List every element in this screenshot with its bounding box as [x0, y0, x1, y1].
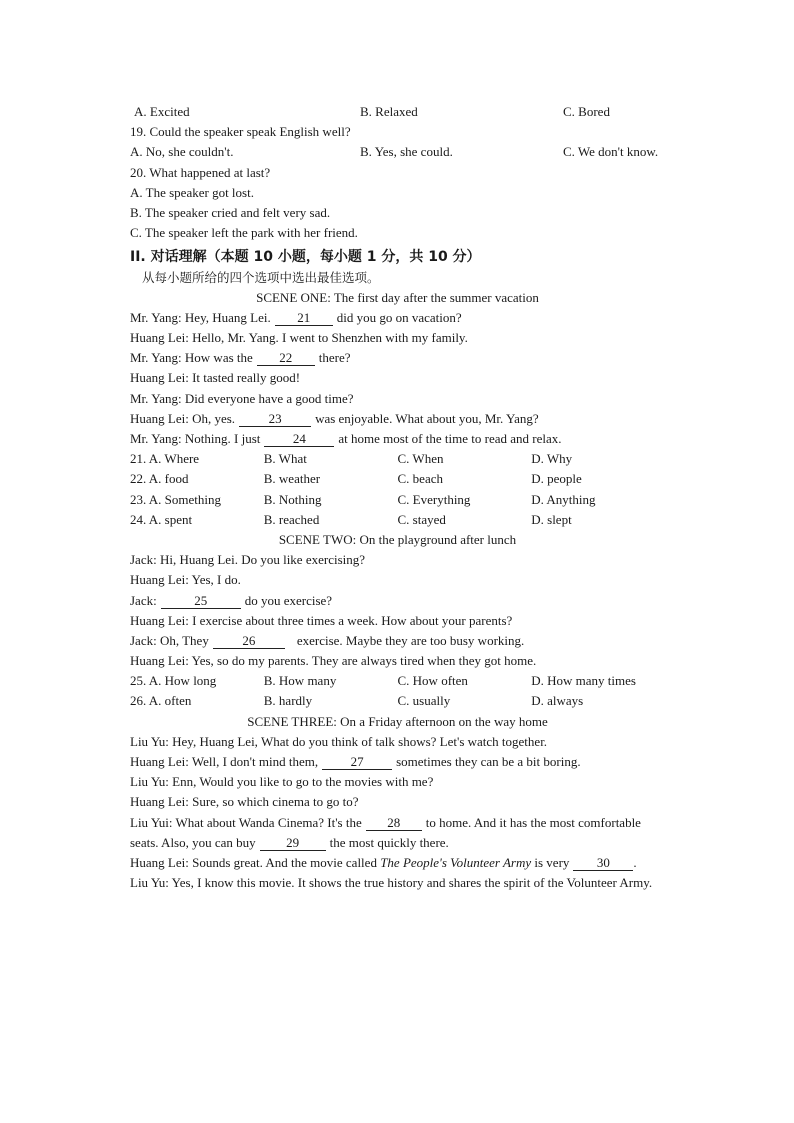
q26-option-b[interactable]: B. hardly	[263, 693, 313, 709]
scene-three-line-8: Liu Yu: Yes, I know this movie. It shows the true history and shares the spirit of the Volunteer Army.	[130, 875, 653, 891]
dialogue-text: to home. And it has the most comfortable	[425, 814, 641, 830]
page-content	[130, 102, 665, 893]
q20-option-c[interactable]: C. The speaker left the park with her friend.	[130, 225, 358, 241]
scene-two-title: SCENE TWO: On the playground after lunch	[278, 531, 517, 547]
section-heading: II. 对话理解（本题 10 小题，每小题 1 分，共 10 分）	[130, 249, 481, 266]
dialogue-text: Jack:	[130, 592, 157, 608]
q21-option-b[interactable]: B. What	[263, 451, 307, 467]
q20-option-b[interactable]: B. The speaker cried and felt very sad.	[130, 204, 331, 220]
dialogue-text: sometimes they can be a bit boring.	[396, 754, 581, 769]
scene-one-line-2: Huang Lei: Hello, Mr. Yang. I went to Shenzhen with my family.	[130, 330, 468, 346]
q25-option-a[interactable]: 25. A. How long	[130, 673, 217, 689]
q19-option-b[interactable]: B. Yes, she could.	[360, 144, 453, 160]
blank-25[interactable]: 25	[161, 594, 241, 609]
dialogue-text: Jack: Oh, They	[130, 632, 209, 648]
q25-option-d[interactable]: D. How many times	[531, 673, 636, 689]
q19-question: 19. Could the speaker speak English well?	[130, 124, 351, 140]
scene-two-line-4: Huang Lei: I exercise about three times a week. How about your parents?	[130, 612, 513, 628]
q21-option-c[interactable]: C. When	[397, 451, 444, 467]
q19-options	[130, 142, 665, 162]
dialogue-text: Huang Lei: Oh, yes.	[130, 410, 236, 426]
scene-one-line-1	[130, 308, 665, 328]
q25-option-b[interactable]: B. How many	[263, 673, 337, 689]
q24-option-b[interactable]: B. reached	[263, 511, 320, 527]
dialogue-text: at home most of the time to read and relax.	[338, 431, 562, 446]
blank-28[interactable]: 28	[366, 816, 422, 831]
scene-two-line-1: Jack: Hi, Huang Lei. Do you like exercising?	[130, 552, 366, 568]
q26-option-a[interactable]: 26. A. often	[130, 693, 192, 709]
q23-option-b[interactable]: B. Nothing	[263, 491, 322, 507]
scene-one-line-4: Huang Lei: It tasted really good!	[130, 370, 301, 386]
q20-option-a[interactable]: A. The speaker got lost.	[130, 184, 254, 200]
dialogue-text: .	[633, 854, 637, 870]
q26-option-c[interactable]: C. usually	[397, 693, 451, 709]
dialogue-text: Huang Lei: Sounds great. And the movie called	[130, 854, 377, 870]
q24-option-c[interactable]: C. stayed	[397, 511, 446, 527]
scene-three-line-6	[130, 833, 665, 853]
q23-option-c[interactable]: C. Everything	[397, 491, 471, 507]
q22-options	[130, 469, 665, 489]
q19-option-c[interactable]: C. We don't know.	[563, 144, 659, 160]
q23-option-a[interactable]: 23. A. Something	[130, 491, 222, 507]
q24-option-d[interactable]: D. slept	[531, 511, 572, 527]
blank-23[interactable]: 23	[239, 412, 311, 427]
q20-question: 20. What happened at last?	[130, 164, 271, 180]
scene-one-line-7	[130, 429, 665, 449]
dialogue-text: there?	[318, 350, 351, 366]
blank-22[interactable]: 22	[257, 351, 315, 366]
dialogue-text: Huang Lei: Well, I don't mind them,	[130, 754, 319, 769]
q22-option-b[interactable]: B. weather	[263, 471, 321, 487]
dialogue-text: Mr. Yang: Nothing. I just	[130, 431, 261, 446]
q22-option-d[interactable]: D. people	[531, 471, 582, 487]
q25-options	[130, 671, 665, 691]
blank-24[interactable]: 24	[264, 432, 334, 447]
scene-two-line-3	[130, 591, 665, 611]
blank-26[interactable]: 26	[213, 634, 285, 649]
scene-three-line-3: Liu Yu: Enn, Would you like to go to the movies with me?	[130, 774, 434, 790]
dialogue-text: Mr. Yang: Hey, Huang Lei.	[130, 309, 271, 325]
dialogue-text: was enjoyable. What about you, Mr. Yang?	[315, 410, 539, 426]
q18-option-b[interactable]: B. Relaxed	[360, 104, 418, 119]
q22-option-a[interactable]: 22. A. food	[130, 471, 189, 487]
scene-three-line-5	[130, 813, 665, 833]
scene-three-title: SCENE THREE: On a Friday afternoon on the way home	[247, 713, 548, 729]
scene-one-line-5: Mr. Yang: Did everyone have a good time?	[130, 390, 354, 406]
dialogue-text: the most quickly there.	[329, 834, 449, 850]
scene-one-line-3	[130, 348, 665, 368]
q18-option-a[interactable]: A. Excited	[134, 104, 190, 119]
blank-21[interactable]: 21	[275, 311, 333, 326]
blank-30[interactable]: 30	[573, 856, 633, 871]
q21-option-d[interactable]: D. Why	[531, 451, 573, 467]
scene-two-line-6: Huang Lei: Yes, so do my parents. They are always tired when they got home.	[130, 653, 537, 669]
q18-option-c[interactable]: C. Bored	[563, 104, 610, 119]
q18-options	[130, 102, 665, 122]
q26-option-d[interactable]: D. always	[531, 693, 584, 709]
scene-three-line-4: Huang Lei: Sure, so which cinema to go to?	[130, 794, 359, 810]
q24-option-a[interactable]: 24. A. spent	[130, 511, 193, 527]
scene-three-line-2	[130, 752, 665, 772]
dialogue-text: is very	[534, 854, 570, 870]
movie-title: The People's Volunteer Army	[380, 854, 532, 870]
dialogue-text: seats. Also, you can buy	[130, 834, 256, 850]
q22-option-c[interactable]: C. beach	[397, 471, 443, 487]
q23-option-d[interactable]: D. Anything	[531, 491, 596, 507]
q21-option-a[interactable]: 21. A. Where	[130, 451, 200, 467]
dialogue-text: Liu Yui: What about Wanda Cinema? It's the	[130, 814, 362, 830]
scene-three-line-7	[130, 853, 665, 873]
q24-options	[130, 510, 665, 530]
section-instruction: 从每小题所给的四个选项中选出最佳选项。	[142, 269, 380, 285]
q23-options	[130, 490, 665, 510]
scene-three-line-1: Liu Yu: Hey, Huang Lei, What do you think of talk shows? Let's watch together.	[130, 733, 548, 749]
q21-options	[130, 449, 665, 469]
q25-option-c[interactable]: C. How often	[397, 673, 468, 689]
scene-one-line-6	[130, 409, 665, 429]
scene-two-line-2: Huang Lei: Yes, I do.	[130, 572, 241, 588]
dialogue-text: do you exercise?	[244, 592, 333, 608]
scene-two-line-5	[130, 631, 665, 651]
blank-29[interactable]: 29	[260, 836, 326, 851]
dialogue-text: Mr. Yang: How was the	[130, 350, 253, 366]
dialogue-text: did you go on vacation?	[336, 309, 462, 325]
dialogue-text: exercise. Maybe they are too busy working.	[296, 632, 525, 648]
scene-one-title: SCENE ONE: The first day after the summer vacation	[256, 289, 539, 305]
q19-option-a[interactable]: A. No, she couldn't.	[130, 144, 234, 160]
blank-27[interactable]: 27	[322, 755, 392, 770]
q26-options	[130, 691, 665, 711]
